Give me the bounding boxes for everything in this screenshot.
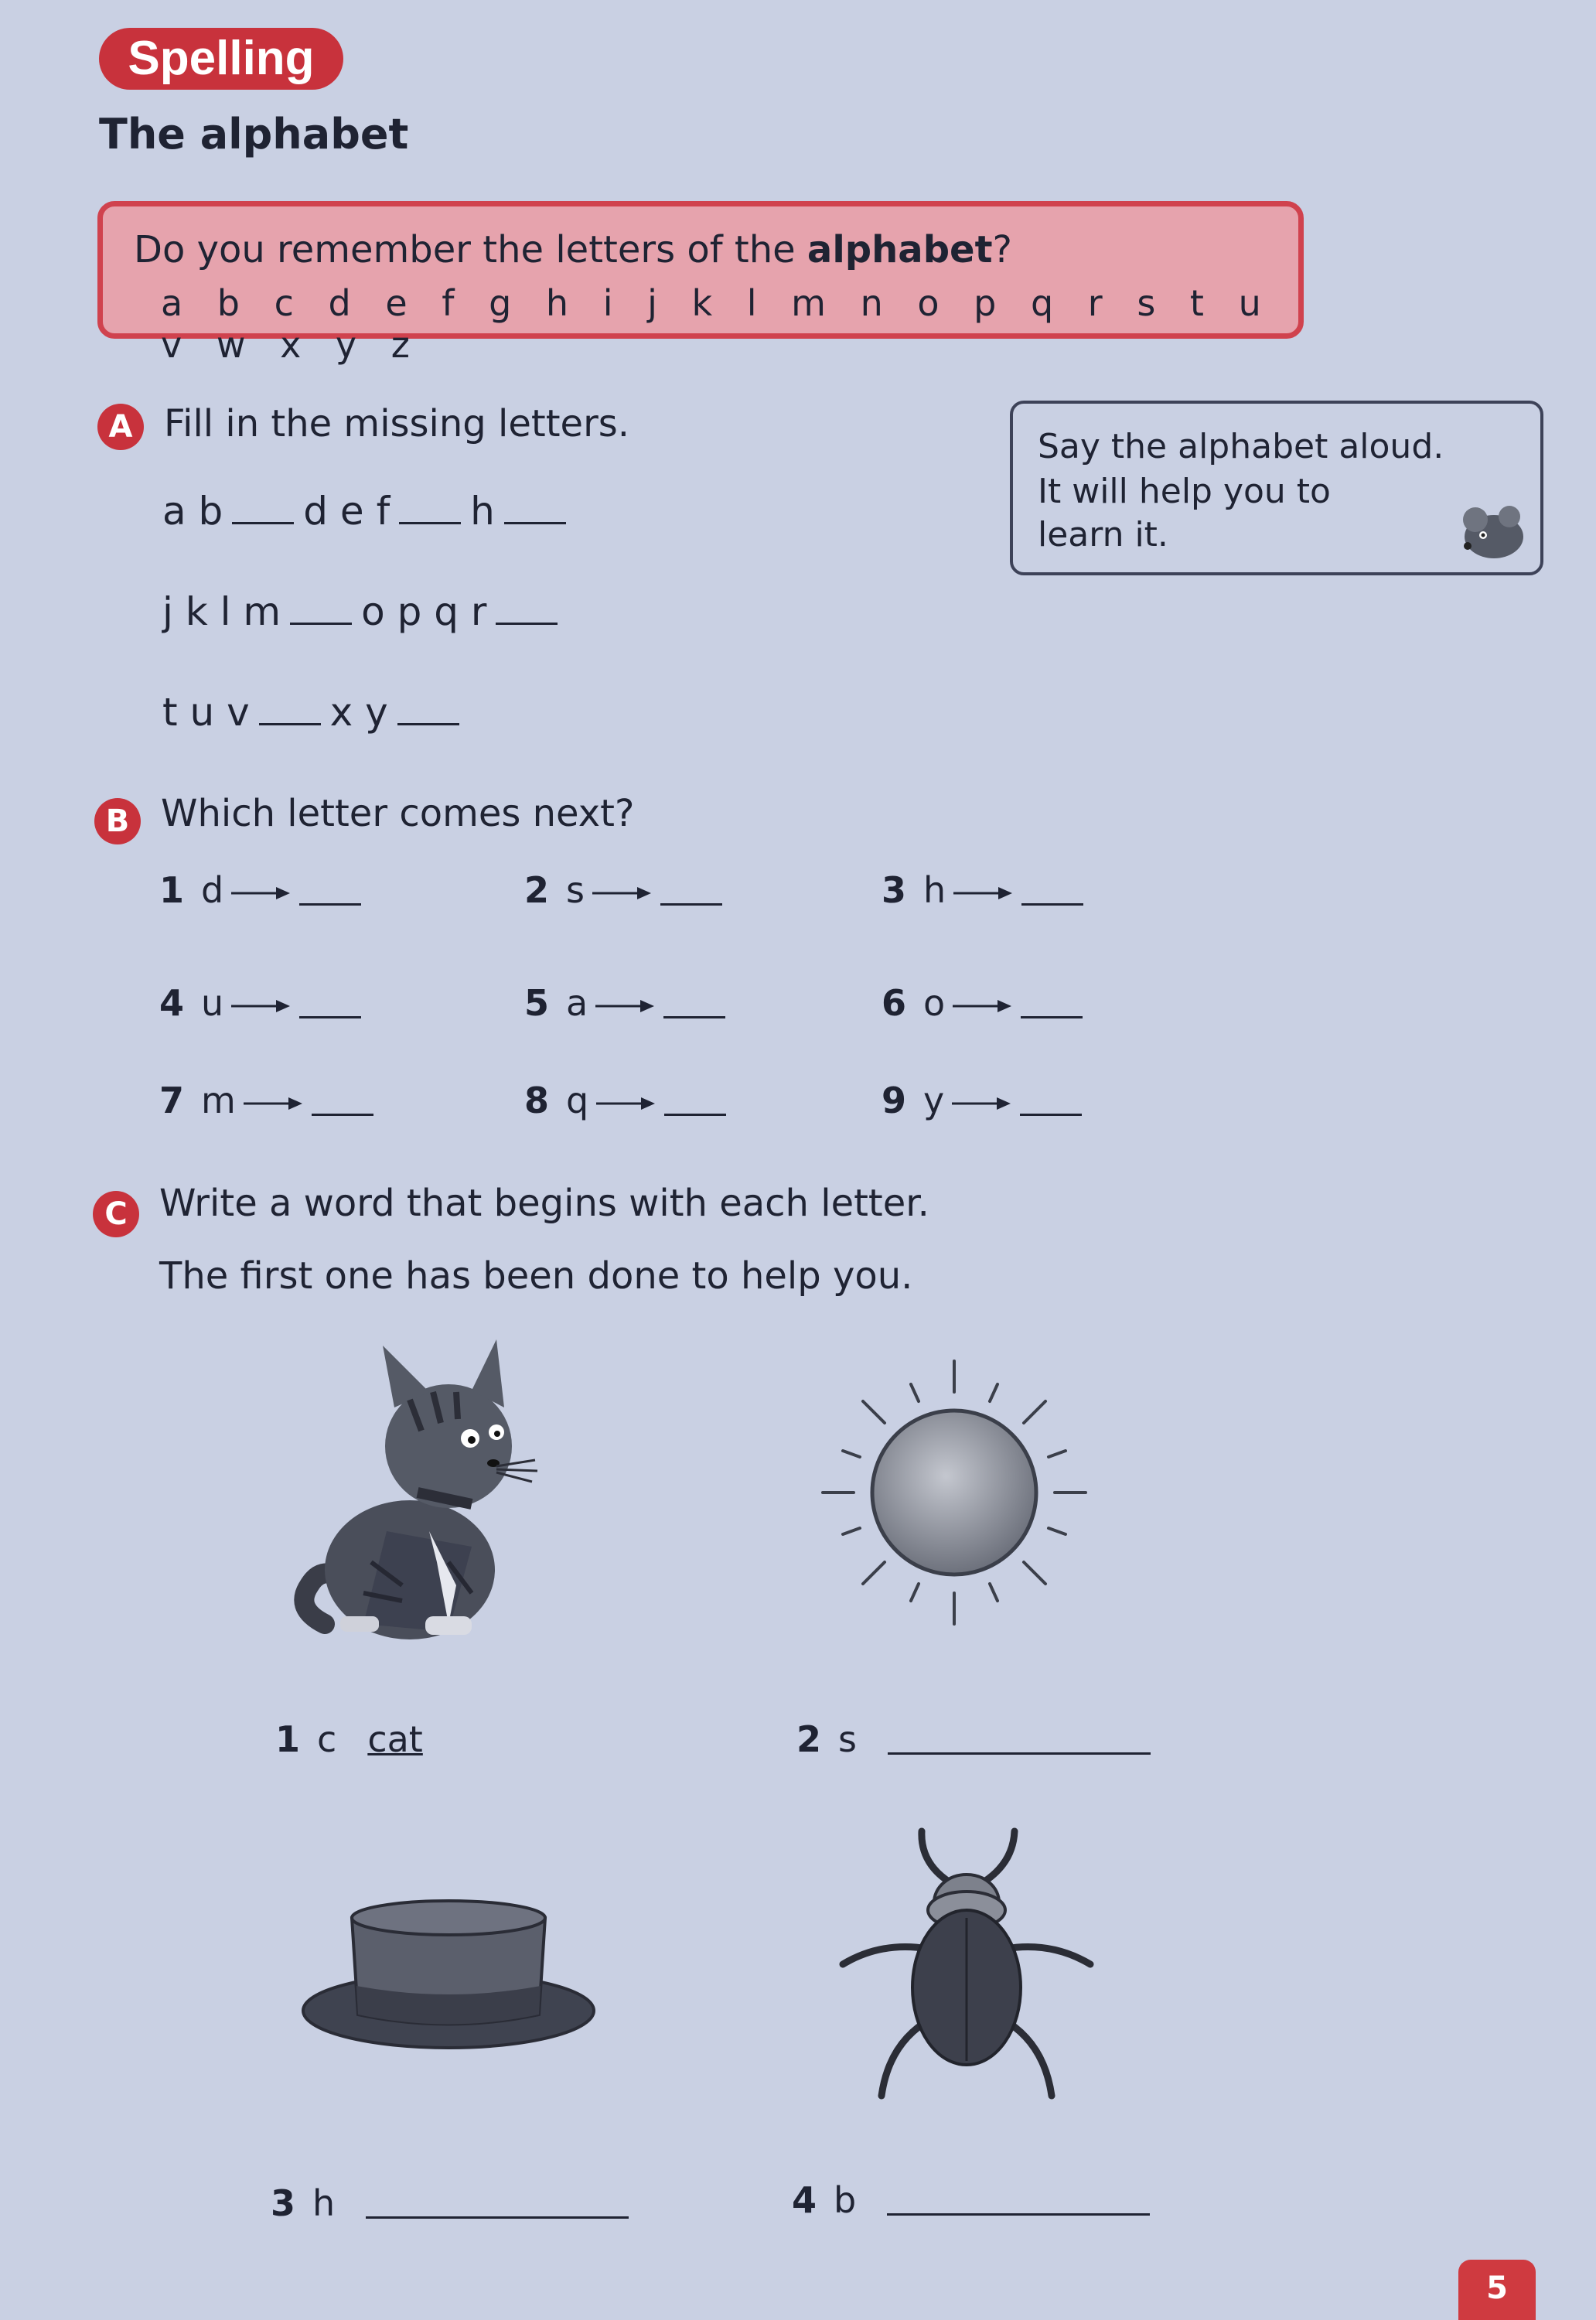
beetle-picture [835,1825,1098,2111]
given-letter: d [201,869,224,911]
mouse-icon [1454,496,1531,566]
given-letter: s [566,869,585,911]
missing-letter-blank[interactable] [290,616,352,625]
hat-picture [298,1887,599,2088]
missing-letter-blank[interactable] [399,516,461,524]
next-letter-blank[interactable] [663,1016,725,1018]
next-letter-blank[interactable] [299,1016,361,1018]
next-letter-blank[interactable] [312,1114,373,1116]
missing-letter-blank[interactable] [496,616,558,625]
word-answer-blank[interactable] [887,2213,1150,2216]
arrow-right-icon [595,1088,656,1119]
exercise-c-note: The first one has been done to help you. [159,1254,913,1298]
next-letter-blank[interactable] [299,903,361,906]
next-letter-blank[interactable] [664,1114,726,1116]
arrow-right-icon [951,991,1013,1022]
alphabet-question: Do you remember the letters of the alphabet? [134,228,1013,271]
next-letter-item: 4 u [159,982,361,1024]
given-letter: q [566,1080,589,1121]
given-letter: m [201,1080,236,1121]
given-letter: h [923,869,946,911]
arrow-right-icon [230,991,292,1022]
word-item-1: 1 c cat [275,1718,423,1760]
cat-picture [294,1330,557,1655]
exercise-a-instruction: Fill in the missing letters. [164,402,630,445]
example-answer: cat [367,1718,423,1760]
next-letter-item: 8 q [524,1080,726,1121]
arrow-right-icon [952,878,1014,909]
next-letter-item: 1 d [159,869,361,911]
exercise-c-instruction: Write a word that begins with each letter. [159,1182,929,1225]
exercise-a-row-2: j k l m o p q r [162,589,567,634]
given-letter: o [923,982,946,1024]
exercise-a-row-1: a b d e f h [162,489,575,534]
next-letter-item: 5 a [524,982,725,1024]
word-answer-blank[interactable] [888,1752,1151,1755]
next-letter-item: 3 h [882,869,1083,911]
alphabet-keyword: alphabet [807,228,993,271]
tip-line-1: Say the alphabet aloud. [1038,427,1444,466]
exercise-a-row-3: t u v x y [162,690,469,735]
next-letter-blank[interactable] [1020,1114,1082,1116]
given-letter: y [923,1080,945,1121]
next-letter-blank[interactable] [1021,1016,1083,1018]
next-letter-blank[interactable] [1021,903,1083,906]
arrow-right-icon [594,991,656,1022]
page-title: The alphabet [99,110,409,159]
next-letter-blank[interactable] [660,903,722,906]
arrow-right-icon [230,878,292,909]
next-letter-item: 6 o [882,982,1083,1024]
word-item-4: 4 b [792,2179,1150,2221]
next-letter-item: 2 s [524,869,722,911]
arrow-right-icon [591,878,653,909]
exercise-b-badge: B [94,798,141,844]
tip-line-2: It will help you to [1038,472,1331,511]
given-letter: a [566,982,588,1024]
alphabet-box [97,201,1304,366]
exercise-b-instruction: Which letter comes next? [161,792,635,835]
next-letter-item: 9 y [882,1080,1082,1121]
section-label: Spelling [99,28,343,90]
alphabet-letters: a b c d e f g h i j k l m n o p q r s t u v w x y z [161,282,1273,366]
sun-picture [820,1353,1098,1632]
page-number: 5 [1458,2260,1536,2320]
missing-letter-blank[interactable] [259,717,321,725]
word-item-2: 2 s [796,1718,1151,1760]
tip-line-3: learn it. [1038,515,1168,554]
tip-box [1010,401,1543,575]
missing-letter-blank[interactable] [232,516,294,524]
given-letter: u [201,982,224,1024]
word-item-3: 3 h [271,2182,629,2224]
word-answer-blank[interactable] [366,2216,629,2219]
missing-letter-blank[interactable] [504,516,566,524]
exercise-c-badge: C [93,1191,139,1237]
next-letter-item: 7 m [159,1080,373,1121]
exercise-a-badge: A [97,404,144,450]
missing-letter-blank[interactable] [397,717,459,725]
arrow-right-icon [242,1088,304,1119]
arrow-right-icon [950,1088,1012,1119]
